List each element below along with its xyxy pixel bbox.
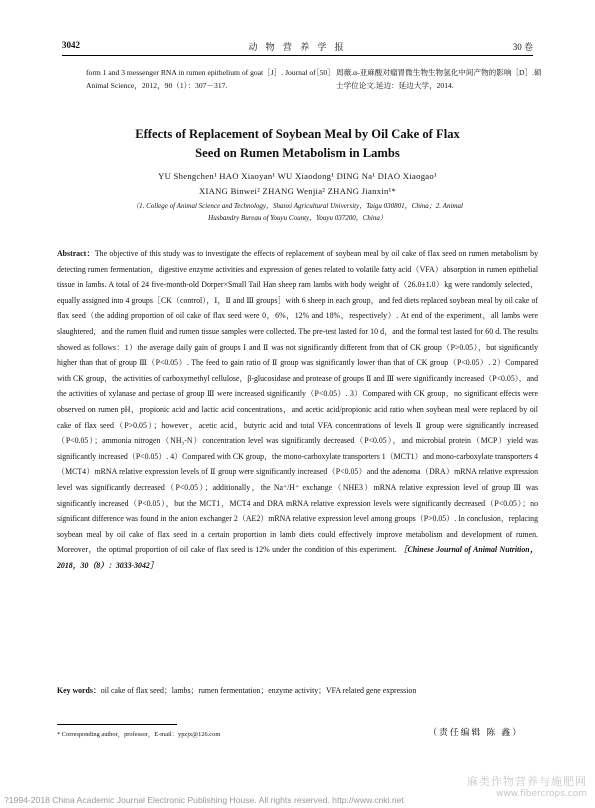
title-line-1: Effects of Replacement of Soybean Meal by Oil Cake of Flax — [135, 127, 460, 141]
article-title — [80, 125, 515, 163]
watermark-line-2: www.fibercrops.com — [496, 789, 587, 799]
affiliation-line-1: （1. College of Animal Science and Technology，Shanxi Agricultural University，Taigu 030801，China；2. Animal — [132, 202, 463, 210]
page-number: 3042 — [62, 40, 80, 50]
copyright-bar — [0, 793, 595, 808]
copyright-text: ?1994-2018 China Academic Journal Electronic Publishing House. All rights reserved. http://www.cnki.net — [4, 795, 404, 805]
title-line-2: Seed on Rumen Metabolism in Lambs — [195, 146, 400, 160]
journal-citation: ［Chinese Journal of Animal Nutrition，2018，30（8）：3033-3042］ — [57, 545, 538, 570]
authors-line-2: XIANG Binwei² ZHANG Wenjia² ZHANG Jianxin¹* — [198, 186, 397, 196]
abstract-label: Abstract： — [57, 249, 95, 258]
keywords-label: Key words： — [57, 686, 101, 695]
responsible-editor: （责任编辑 陈 鑫） — [428, 727, 523, 737]
authors-line-1: YU Shengchen¹ HAO Xiaoyan¹ WU Xiaodong¹ DING Na¹ DIAO Xiaogao¹ — [158, 171, 437, 181]
reference-text: 周薇.α-亚麻酸对瘤胃微生物生物氢化中间产物的影响［D］.硕士学位论文.延边：延边大学，2014. — [336, 68, 542, 90]
reference-number: ［50］ — [312, 68, 335, 77]
watermark-line-1: 麻类作物营养与施肥网 — [467, 775, 587, 788]
header-rule — [62, 55, 533, 56]
reference-left: form 1 and 3 messenger RNA in rumen epithelium of goat［J］. Journal of Animal Science，2012，90（1）：307－317. — [86, 68, 316, 90]
author-list — [62, 169, 533, 199]
affiliation — [80, 200, 515, 224]
running-header — [62, 40, 533, 54]
volume-label: 30 卷 — [512, 42, 533, 52]
footnote-rule — [57, 724, 177, 725]
keywords — [57, 685, 538, 696]
journal-name: 动 物 营 养 学 报 — [248, 42, 347, 52]
affiliation-line-2: Husbandry Bureau of Youyu County，Youyu 037200，China） — [208, 214, 387, 222]
abstract-text: The objective of this study was to investigate the effects of replacement of soybean meal by oil cake of flax seed on rumen metabolism by detecting rumen fermentation，digestive enzyme activities and expression of genes related to volatile fatty acid（VFA）absorption in rumen epithelial tissue in lambs. A total of 24 five-month-old Dorper×Small Tail Han sheep ram lambs with body weight of（26.0±1.0）kg were randomly selected，equally assigned into 4 groups［CK（control），Ⅰ，Ⅱ and Ⅲ groups］with 6 sheep in each group，and fed diets replaced soybean meal by oil cake of flax seed（the adding proportion of oil cake of flax seed were 0，6%，12% and 18%，respectively）. At end of the experiment，all lambs were slaughtered，and the rumen fluid and rumen tissue samples were collected. The pre-test lasted for 10 d，and the formal test lasted for 60 d. The results showed as follows：1）the average daily gain of groups Ⅰ and Ⅱ was not significantly different from that of CK group（P>0.05），but significantly higher than that of group Ⅲ（P<0.05）. The feed to gain ratio of Ⅱ group was significantly lower than that of CK group（P<0.05）. 2）Compared with CK group，the activities of carboxymethyl cellulose，β-glucosidase and protease of groups Ⅱ and Ⅲ were significantly increased（P<0.05），and the activities of xylanase and pectase of group Ⅲ were increased significantly（P<0.05）. 3）Compared with CK group，no significant effects were observed on rumen pH，propionic acid and lactic acid concentrations，and acetic acid/propionic acid ratio when soybean meal were replaced by oil cake of flax seed（P>0.05）；however，acetic acid，butyric acid and total VFA concentrations of levels Ⅱ group were significantly increased（P<0.05）；ammonia nitrogen（NH₃-N）concentration level was significantly decreased（P<0.05），and microbial protein（MCP）yield was significantly increased（P<0.05）. 4）Compared with CK group，the mono-carboxylate transporters 1（MCT1）and mono-carboxylate transporters 4（MCT4）mRNA relative expression levels of Ⅱ group were significantly increased（P<0.05）and the adenoma（DRA）mRNA relative expression level was significantly decreased（P<0.05）；additionally，the Na⁺/H⁺ exchange（NHE3）mRNA relative expression level of group Ⅲ was significantly increased（P<0.05），but the MCT1，MCT4 and DRA mRNA relative expression levels were significantly decreased（P<0.05）；no significant difference was found in the anion exchanger 2（AE2）mRNA relative expression level among groups（P>0.05）. In conclusion，replacing soybean meal by oil cake of flax seed in a certain proportion in lamb diets could effectively improve metabolism and development of rumen. Moreover，the optimal proportion of oil cake of flax seed is 12% under the condition of this experiment. — [57, 249, 538, 555]
abstract — [57, 246, 538, 573]
keywords-text: oil cake of flax seed；lambs；rumen fermentation；enzyme activity；VFA related gene expression — [100, 686, 417, 695]
corresponding-author-footnote: * Corresponding author，professor，E-mail：ypzjx@126.com — [57, 731, 221, 738]
